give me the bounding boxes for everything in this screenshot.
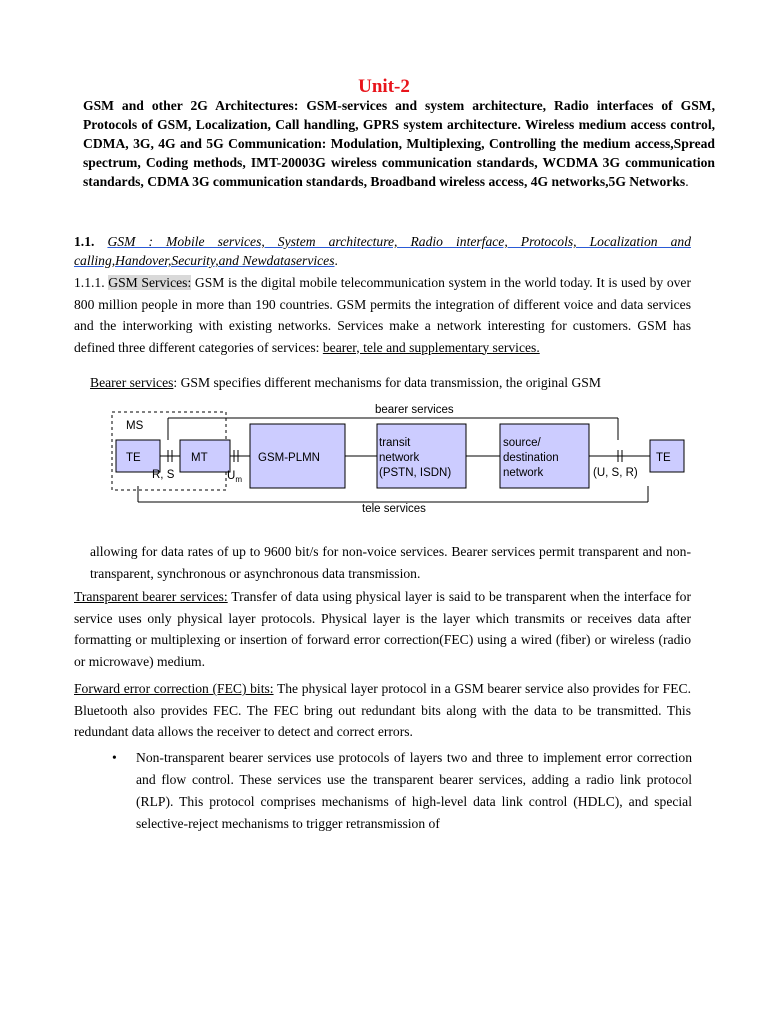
section-heading (74, 232, 691, 270)
section-end: . (334, 253, 338, 268)
te-right-label: TE (656, 452, 671, 464)
transit-line-2: network (379, 452, 420, 464)
transparent-bearer-paragraph (74, 586, 691, 672)
gsm-services-paragraph (74, 272, 691, 358)
source-line-3: network (503, 467, 544, 479)
unit-title: Unit-2 (358, 76, 410, 97)
bearer-services-label: Bearer services (90, 375, 174, 390)
fec-text: The physical layer protocol in a GSM bearer service also provides for FEC. Bluetooth also provides FEC. The FEC bring out redundant bits along with the data to be transmitted. This redundant data allows the receiver to detect and correct errors. (74, 681, 691, 739)
bearer-services-text: : GSM specifies different mechanisms for data transmission, the original GSM (173, 375, 601, 390)
um-label: $U_m$ (227, 470, 242, 484)
rs-label: R, S (152, 469, 175, 481)
transparent-bearer-label: Transparent bearer services: (74, 589, 228, 604)
te-left-label: TE (126, 452, 141, 464)
gsm-services-number: 1.1.1. (74, 275, 105, 290)
syllabus-text: GSM and other 2G Architectures: GSM-services and system architecture, Radio interfaces of GSM, Protocols of GSM, Localization, Call handling, GPRS system architecture. Wireless medium access control, CDMA, 3G, 4G and 5G Communication: Modulation, Multiplexing, Controlling the medium access,Spread spectrum, Coding methods, IMT-20003G wireless communication standards, WCDMA 3G communication standards, CDMA 3G communication standards, Broadband wireless access, 4G networks,5G Networks (83, 98, 715, 189)
gsm-services-text: GSM is the digital mobile telecommunication system in the world today. It is used by over 800 million people in more than 190 countries. GSM permits the integration of different voice and data services and the interworking with existing networks. Services make a network interesting for customers. GSM has defined three different categories of services: (74, 275, 691, 355)
transit-line-3: (PSTN, ISDN) (379, 467, 452, 479)
fec-paragraph (74, 678, 691, 743)
tele-services-label: tele services (362, 503, 426, 515)
gsm-services-label: GSM Services: (108, 275, 192, 290)
transparent-bearer-text: Transfer of data using physical layer is said to be transparent when the interface for service uses only physical layer protocols. Physical layer is the layer which transmits or receives data after formatting or multiplexing or insertion of forward error correction(FEC) using a wired (fiber) or wireless (radio or microwave) medium. (74, 589, 691, 669)
bearer-services-paragraph (90, 372, 691, 394)
bullet-mark: • (112, 750, 117, 765)
bearer-services-label: bearer services (375, 404, 454, 416)
fec-label: Forward error correction (FEC) bits: (74, 681, 274, 696)
gsm-plmn-label: GSM-PLMN (258, 452, 320, 464)
transit-line-1: transit (379, 437, 411, 449)
source-line-2: destination (503, 452, 559, 464)
syllabus-summary (83, 96, 715, 191)
bearer-services-diagram (100, 398, 700, 518)
bullet-text: Non-transparent bearer services use protocols of layers two and three to implement error correction and flow control. These services use the transparent bearer services, adding a radio link protocol (RLP). This protocol comprises mechanisms of high-level data link control (HDLC), and special selective-reject mechanisms to trigger retransmission of (136, 750, 692, 831)
usr-label: (U, S, R) (593, 467, 638, 479)
bearer-continuation-paragraph: allowing for data rates of up to 9600 bit/s for non-voice services. Bearer services permit transparent and non-transparent, synchronous or asynchronous data transmission. (90, 544, 691, 581)
mt-label: MT (191, 452, 208, 464)
ms-label: MS (126, 420, 144, 432)
section-link[interactable]: GSM : Mobile services, System architecture, Radio interface, Protocols, Localization and calling,Handover,Security,and Newdataservices (74, 234, 691, 268)
syllabus-end: . (685, 174, 689, 189)
service-categories: bearer, tele and supplementary services. (322, 339, 540, 355)
section-number: 1.1. (74, 234, 95, 249)
source-line-1: source/ (503, 437, 541, 449)
